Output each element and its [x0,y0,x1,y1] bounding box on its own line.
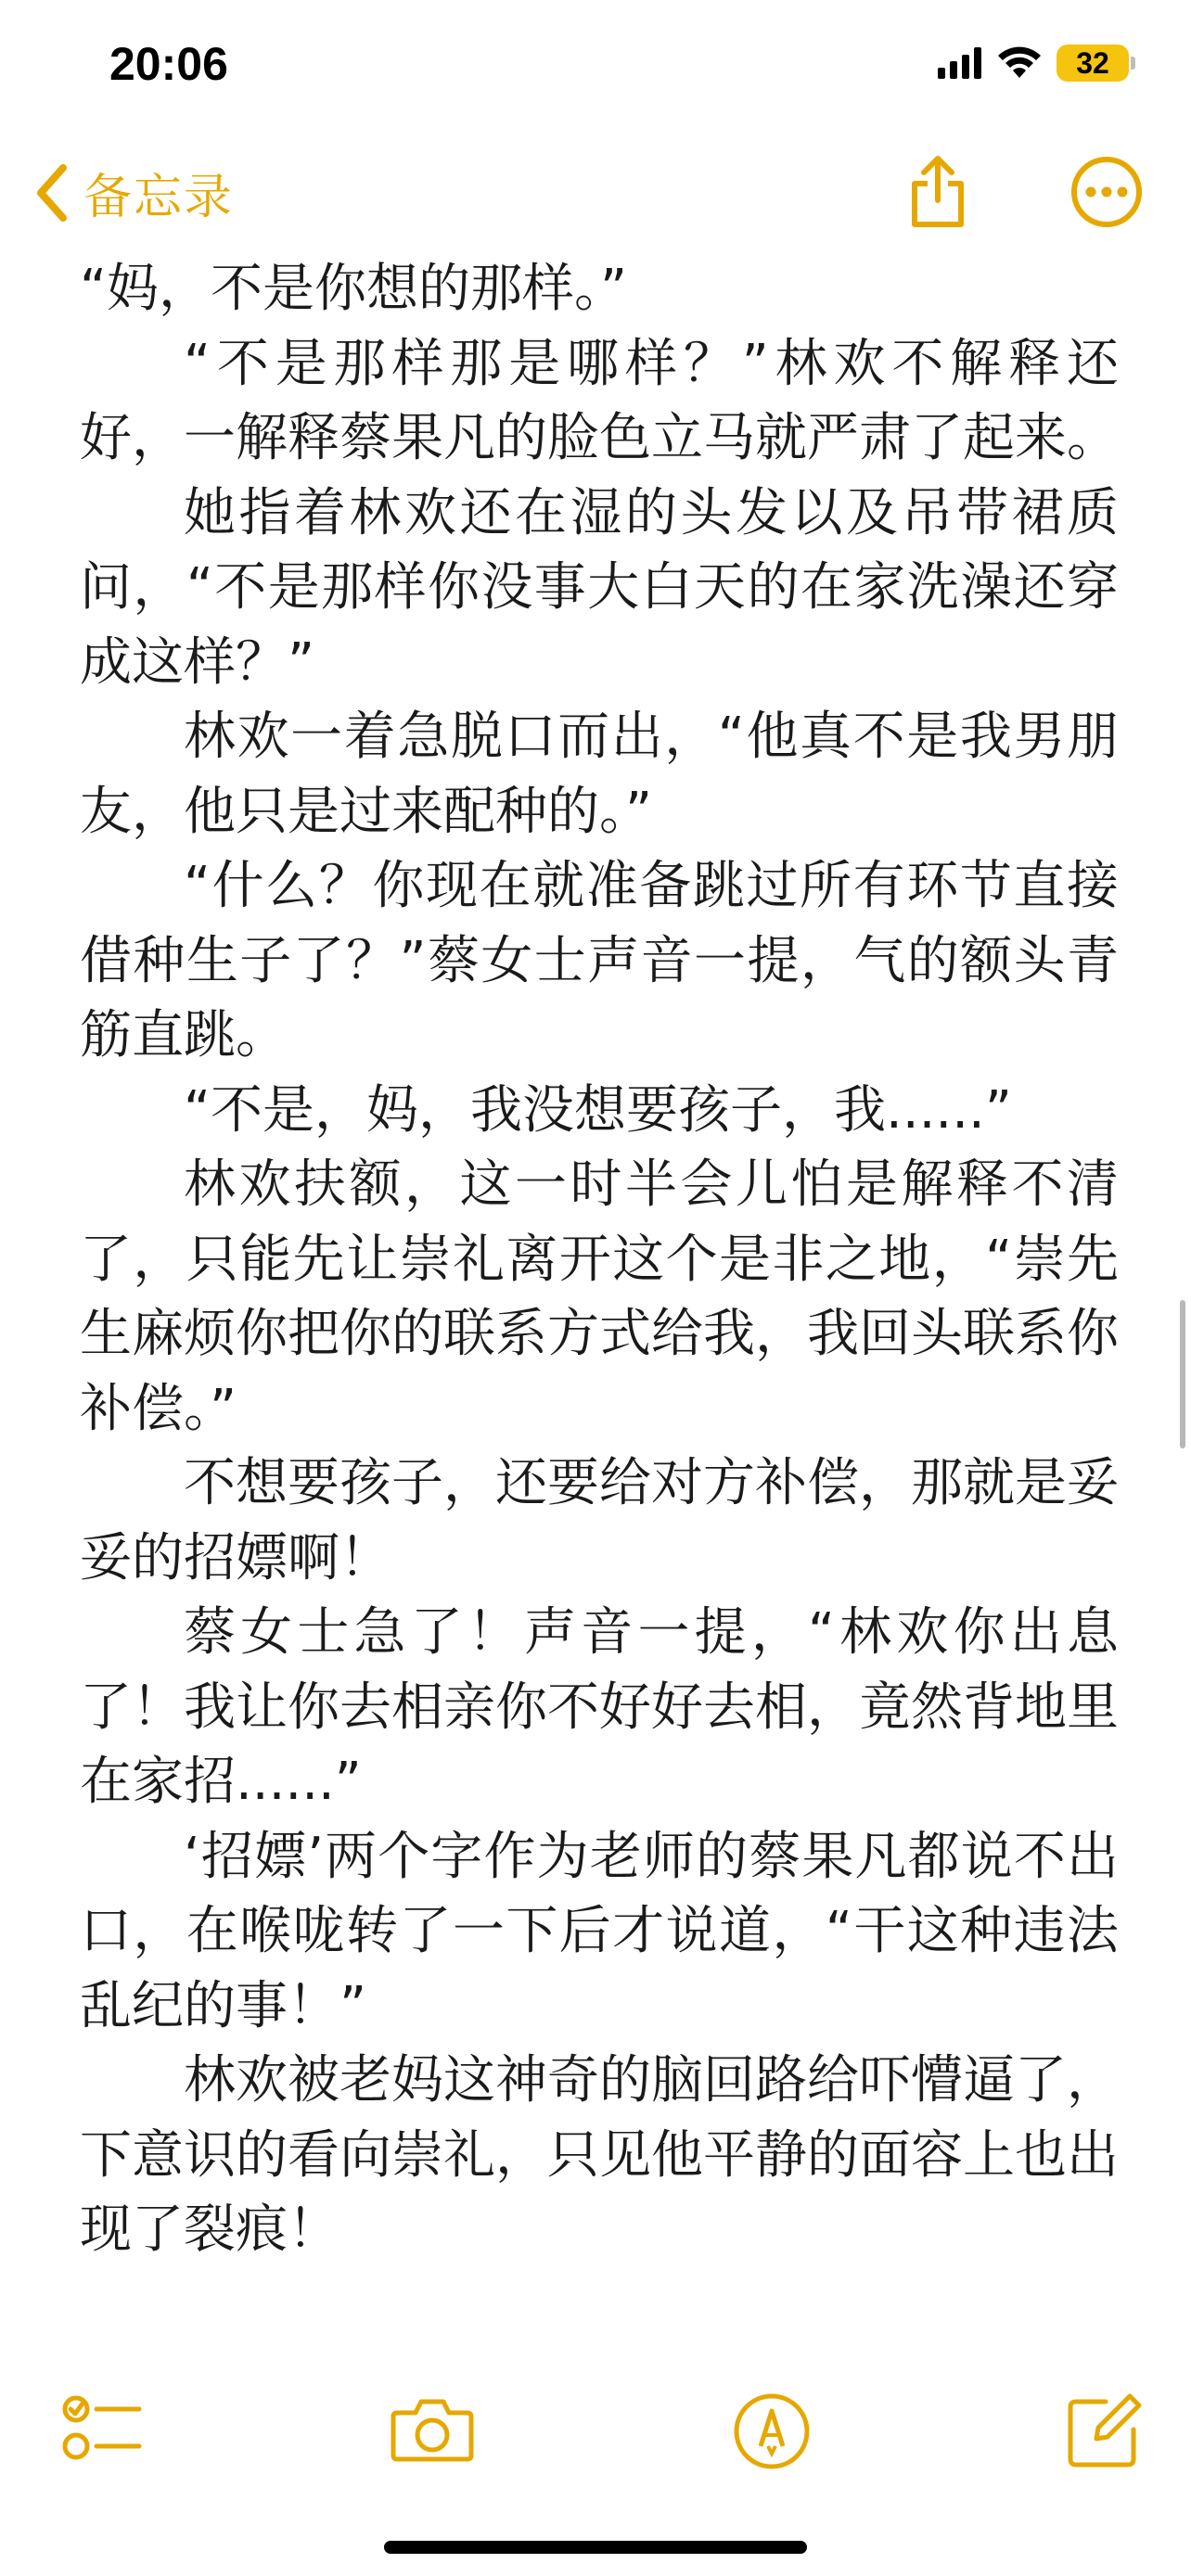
checklist-icon[interactable] [61,2392,145,2467]
status-bar [0,0,1191,139]
note-paragraph: 林欢扶额，这一时半会儿怕是解释不清了，只能先让崇礼离开这个是非之地，“崇先生麻烦你把你的联系方式给我，我回头联系你补偿。” [80,1154,1119,1439]
note-paragraph: 林欢被老妈这神奇的脑回路给吓懵逼了，下意识的看向崇礼，只见他平静的面容上也出现了裂痕！ [80,2050,1119,2260]
note-paragraph: 她指着林欢还在湿的头发以及吊带裙质问，“不是那样你没事大白天的在家洗澡还穿成这样？” [80,482,1119,693]
cellular-signal-icon [938,47,982,79]
back-label: 备忘录 [83,170,235,225]
compose-icon[interactable] [1065,2392,1143,2470]
note-paragraph: 蔡女士急了！声音一提，“林欢你出息了！我让你去相亲你不好好去相，竟然背地里在家招......” [80,1602,1119,1812]
note-paragraph: 林欢一着急脱口而出，“他真不是我男朋友，他只是过来配种的。” [80,707,1119,842]
nav-bar [0,139,1191,250]
status-time: 20:06 [109,38,228,90]
share-icon[interactable] [907,154,968,230]
home-indicator[interactable] [384,2541,807,2554]
note-paragraph: 不想要孩子，还要给对方补偿，那就是妥妥的招嫖啊！ [80,1453,1119,1588]
chevron-left-icon [33,162,70,223]
note-paragraph: “什么？你现在就准备跳过所有环节直接借种生子了？”蔡女士声音一提，气的额头青筋直跳。 [80,856,1119,1065]
wifi-icon [997,46,1042,80]
note-paragraph: “妈，不是你想的那样。” [80,259,628,319]
nav-actions [907,154,1143,230]
note-paragraph: “不是那样那是哪样？”林欢不解释还好，一解释蔡果凡的脸色立马就严肃了起来。 [80,333,1119,468]
scroll-indicator[interactable] [1180,1300,1185,1448]
bottom-toolbar [0,2374,1191,2494]
note-paragraph: “不是，妈，我没想要孩子，我......” [184,1079,1012,1141]
camera-icon[interactable] [390,2392,475,2465]
note-paragraph: ‘招嫖’两个字作为老师的蔡果凡都说不出口，在喉咙转了一下后才说道，“干这种违法乱纪的事！” [80,1826,1119,2036]
status-icons [938,45,1135,82]
battery-indicator: 32 [1057,45,1129,82]
more-icon[interactable] [1070,156,1143,228]
note-body[interactable] [80,252,1119,2268]
markup-pen-icon[interactable] [733,2392,811,2470]
battery-tip [1131,57,1135,70]
back-button[interactable] [33,158,234,227]
